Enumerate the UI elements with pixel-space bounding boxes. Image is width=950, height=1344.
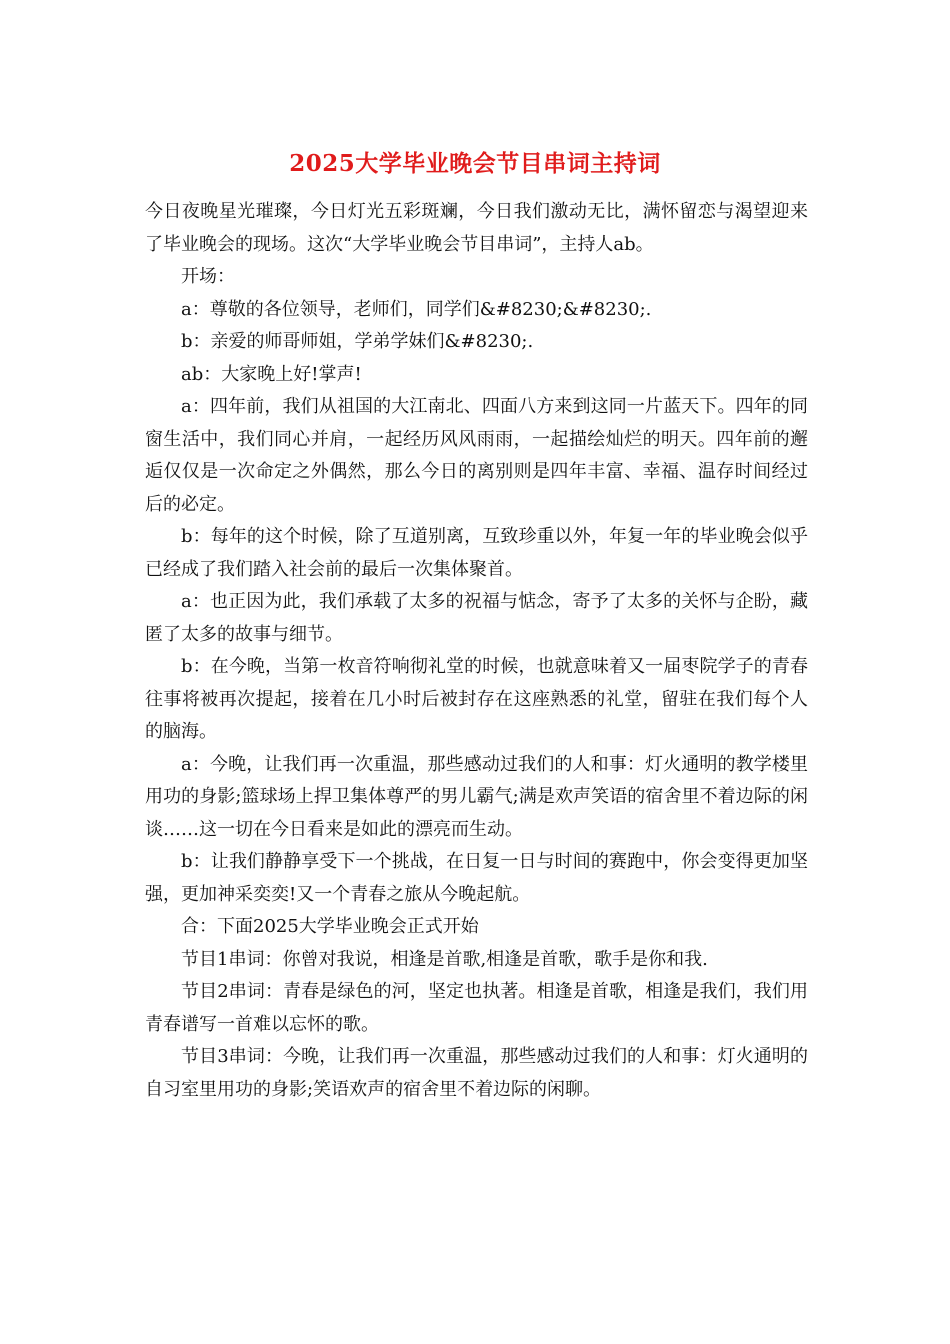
host-b-greeting: b：亲爱的师哥师姐，学弟学妹们&#8230;.: [181, 331, 534, 352]
program-2-script: 节目2串词：青春是绿色的河，坚定也执著。相逢是首歌，相逢是我们，我们用青春谱写一首难以忘怀的歌。: [145, 981, 808, 1035]
host-b-paragraph: b：让我们静静享受下一个挑战，在日复一日与时间的赛跑中，你会变得更加坚强，更加神采奕奕!又一个青春之旅从今晚起航。: [145, 851, 808, 905]
host-a-paragraph: a：四年前，我们从祖国的大江南北、四面八方来到这同一片蓝天下。四年的同窗生活中，我们同心并肩，一起经历风风雨雨，一起描绘灿烂的明天。四年前的邂逅仅仅是一次命定之外偶然，那么今日的离别则是四年丰富、幸福、温存时间经过后的必定。: [145, 396, 808, 515]
hosts-ab-greeting: ab：大家晚上好!掌声!: [181, 363, 362, 385]
host-a-paragraph: a：也正因为此，我们承载了太多的祝福与惦念，寄予了太多的关怀与企盼，藏匿了太多的故事与细节。: [145, 591, 808, 645]
program-1-script: 节目1串词：你曾对我说，相逢是首歌,相逢是首歌，歌手是你和我.: [181, 948, 708, 970]
joint-announcement: 合：下面2025大学毕业晚会正式开始: [181, 916, 479, 937]
host-a-paragraph: a：今晚，让我们再一次重温，那些感动过我们的人和事：灯火通明的教学楼里用功的身影;篮球场上捍卫集体尊严的男儿霸气;满是欢声笑语的宿舍里不着边际的闲谈……这一切在今日看来是如此的漂亮而生动。: [145, 753, 808, 840]
host-b-paragraph: b：每年的这个时候，除了互道别离，互致珍重以外，年复一年的毕业晚会似乎已经成了我们踏入社会前的最后一次集体聚首。: [145, 526, 808, 580]
opening-heading: 开场：: [181, 266, 235, 287]
program-3-script: 节目3串词：今晚，让我们再一次重温，那些感动过我们的人和事：灯火通明的自习室里用功的身影;笑语欢声的宿舍里不着边际的闲聊。: [145, 1046, 808, 1100]
host-a-greeting: a：尊敬的各位领导，老师们，同学们&#8230;&#8230;.: [181, 298, 652, 320]
intro-paragraph: 今日夜晚星光璀璨，今日灯光五彩斑斓，今日我们激动无比，满怀留恋与渴望迎来了毕业晚会的现场。这次“大学毕业晚会节目串词”，主持人ab。: [145, 201, 808, 255]
host-b-paragraph: b：在今晚，当第一枚音符响彻礼堂的时候，也就意味着又一届枣院学子的青春往事将被再次提起，接着在几小时后被封存在这座熟悉的礼堂，留驻在我们每个人的脑海。: [145, 656, 808, 742]
document-title: 2025大学毕业晚会节目串词主持词: [289, 150, 661, 177]
document-body: [145, 196, 808, 1106]
